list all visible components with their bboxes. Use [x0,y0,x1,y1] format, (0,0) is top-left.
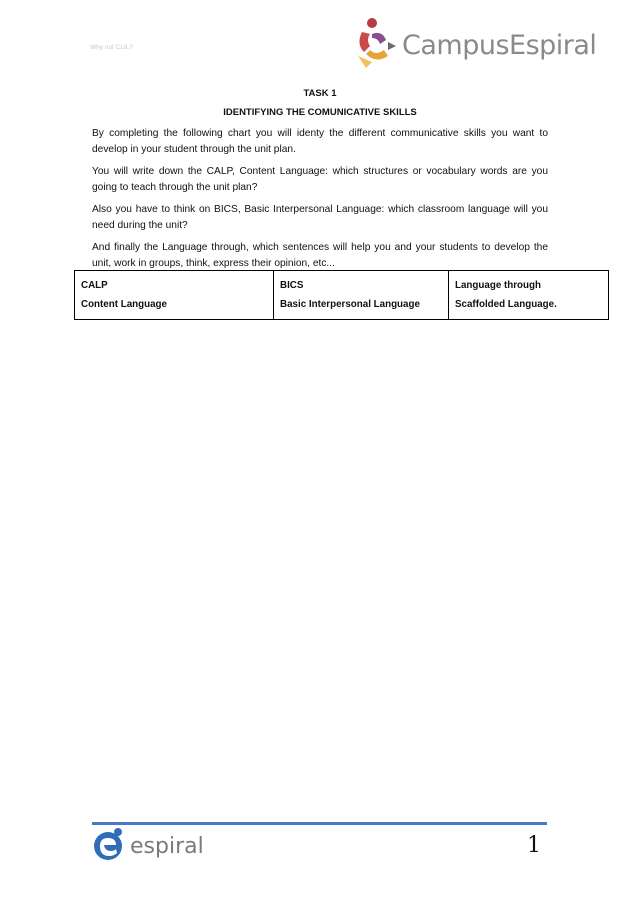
column-subtitle: Basic Interpersonal Language [280,299,420,310]
document-body [92,86,548,278]
paragraph: Also you have to think on BICS, Basic Interpersonal Language: which classroom language will you need during the unit? [92,204,548,231]
table-cell-language-through[interactable] [449,271,609,320]
column-subtitle: Scaffolded Language. [455,299,557,310]
task-title: TASK 1 [303,88,337,99]
column-title: BICS [280,280,304,291]
page-number: 1 [527,833,541,858]
column-title: Language through [455,280,541,291]
footer-divider [92,822,547,825]
logo-text: CampusEspiral [402,30,597,61]
table-cell-bics[interactable] [274,271,449,320]
espiral-logo-icon [90,826,130,862]
header-note: Why not CLIL? [90,44,133,51]
footer-logo-text: espiral [130,834,204,859]
paragraph: You will write down the CALP, Content Language: which structures or vocabulary words are you going to teach through the unit plan? [92,166,548,193]
communicative-skills-table [74,270,609,320]
column-title: CALP [81,280,108,291]
section-subtitle: IDENTIFYING THE COMUNICATIVE SKILLS [223,107,417,118]
table-row [75,271,609,320]
paragraph: And finally the Language through, which sentences will help you and your students to develop the unit, work in groups, think, express their opinion, etc... [92,242,548,269]
column-subtitle: Content Language [81,299,167,310]
paragraph: By completing the following chart you will identy the different communicative skills you want to develop in your student through the unit plan. [92,128,548,155]
table-cell-calp[interactable] [75,271,274,320]
